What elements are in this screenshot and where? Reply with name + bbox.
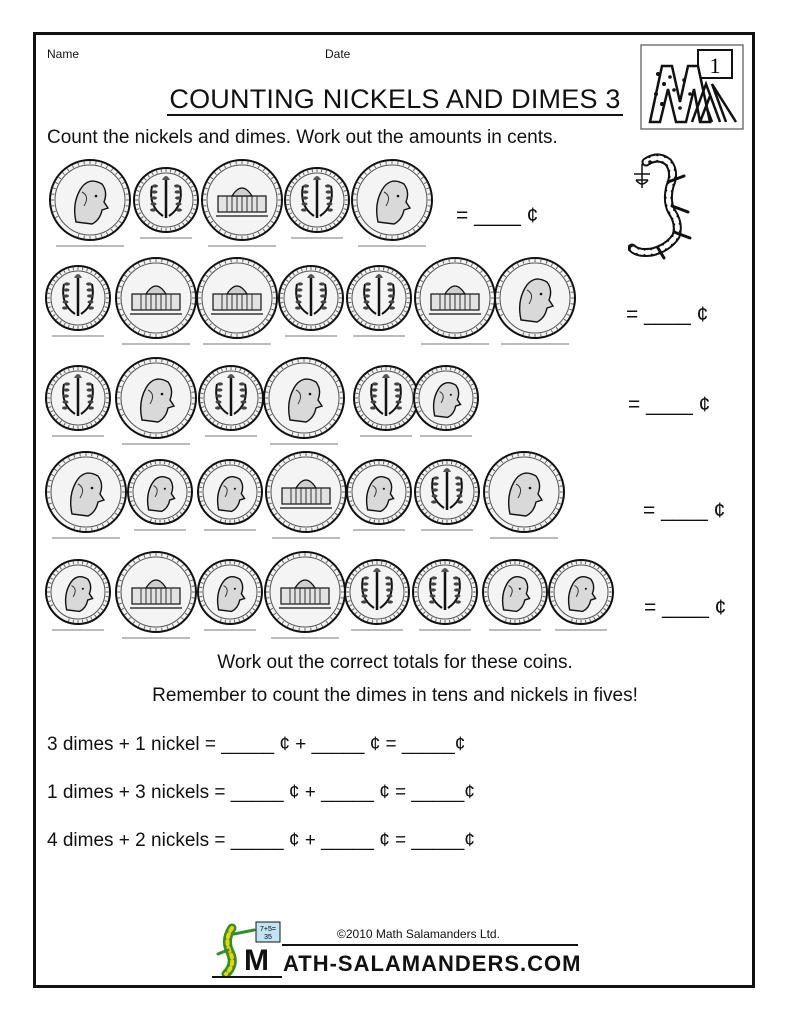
dime-coin-icon — [352, 364, 420, 447]
nickel-coin-icon — [48, 158, 132, 257]
footer-divider — [282, 944, 578, 946]
dime-coin-icon — [283, 166, 351, 249]
nickel-coin-icon — [200, 158, 284, 257]
dime-coin-icon — [44, 264, 112, 347]
row-answer-blank[interactable]: = ____ ¢ — [628, 393, 711, 416]
section-instruction-1: Work out the correct totals for these coins. — [217, 652, 573, 673]
dime-coin-icon — [44, 364, 112, 447]
footer-site-initial: M — [244, 944, 270, 977]
date-label: Date — [325, 47, 351, 61]
dime-coin-icon — [345, 458, 413, 541]
dime-coin-icon — [197, 364, 265, 447]
nickel-coin-icon — [114, 256, 198, 355]
instructions: Count the nickels and dimes. Work out the amounts in cents. — [47, 127, 558, 148]
dime-coin-icon — [44, 558, 112, 641]
dime-coin-icon — [132, 166, 200, 249]
row-answer-blank[interactable]: = ____ ¢ — [643, 499, 726, 522]
nickel-coin-icon — [264, 450, 348, 549]
equation-2: 1 dimes + 3 nickels = _____ ¢ + _____ ¢ = _____¢ — [47, 782, 475, 803]
name-label: Name — [47, 47, 80, 61]
row-answer-blank[interactable]: = ____ ¢ — [626, 303, 709, 326]
badge-number: 1 — [709, 53, 721, 78]
footer-site-name: ATH-SALAMANDERS.COM — [283, 951, 582, 976]
footer-board-line2: 35 — [264, 934, 272, 941]
footer-board-line1: 7+5= — [260, 926, 276, 933]
dime-coin-icon — [277, 264, 345, 347]
nickel-coin-icon — [44, 450, 128, 549]
nickel-coin-icon — [413, 256, 497, 355]
dime-coin-icon — [413, 458, 481, 541]
nickel-coin-icon — [114, 356, 198, 455]
copyright-text: ©2010 Math Salamanders Ltd. — [337, 927, 500, 941]
equation-3: 4 dimes + 2 nickels = _____ ¢ + _____ ¢ = _____¢ — [47, 830, 475, 851]
dime-coin-icon — [411, 558, 479, 641]
dime-coin-icon — [196, 558, 264, 641]
dime-coin-icon — [126, 458, 194, 541]
dime-coin-icon — [345, 264, 413, 347]
nickel-coin-icon — [263, 550, 347, 649]
section-instruction-2: Remember to count the dimes in tens and nickels in fives! — [152, 685, 638, 706]
equation-1: 3 dimes + 1 nickel = _____ ¢ + _____ ¢ = _____¢ — [47, 734, 466, 755]
row-answer-blank[interactable]: = ____ ¢ — [644, 596, 727, 619]
dime-coin-icon — [343, 558, 411, 641]
dime-coin-icon — [196, 458, 264, 541]
page-title: COUNTING NICKELS AND DIMES 3 — [169, 84, 621, 114]
nickel-coin-icon — [262, 356, 346, 455]
dime-coin-icon — [547, 558, 615, 641]
nickel-coin-icon — [493, 256, 577, 355]
nickel-coin-icon — [350, 158, 434, 257]
nickel-coin-icon — [482, 450, 566, 549]
salamander-scale-illustration — [628, 152, 708, 260]
dime-coin-icon — [412, 364, 480, 447]
dime-coin-icon — [481, 558, 549, 641]
row-answer-blank[interactable]: = ____ ¢ — [456, 204, 539, 227]
nickel-coin-icon — [114, 550, 198, 649]
nickel-coin-icon — [195, 256, 279, 355]
